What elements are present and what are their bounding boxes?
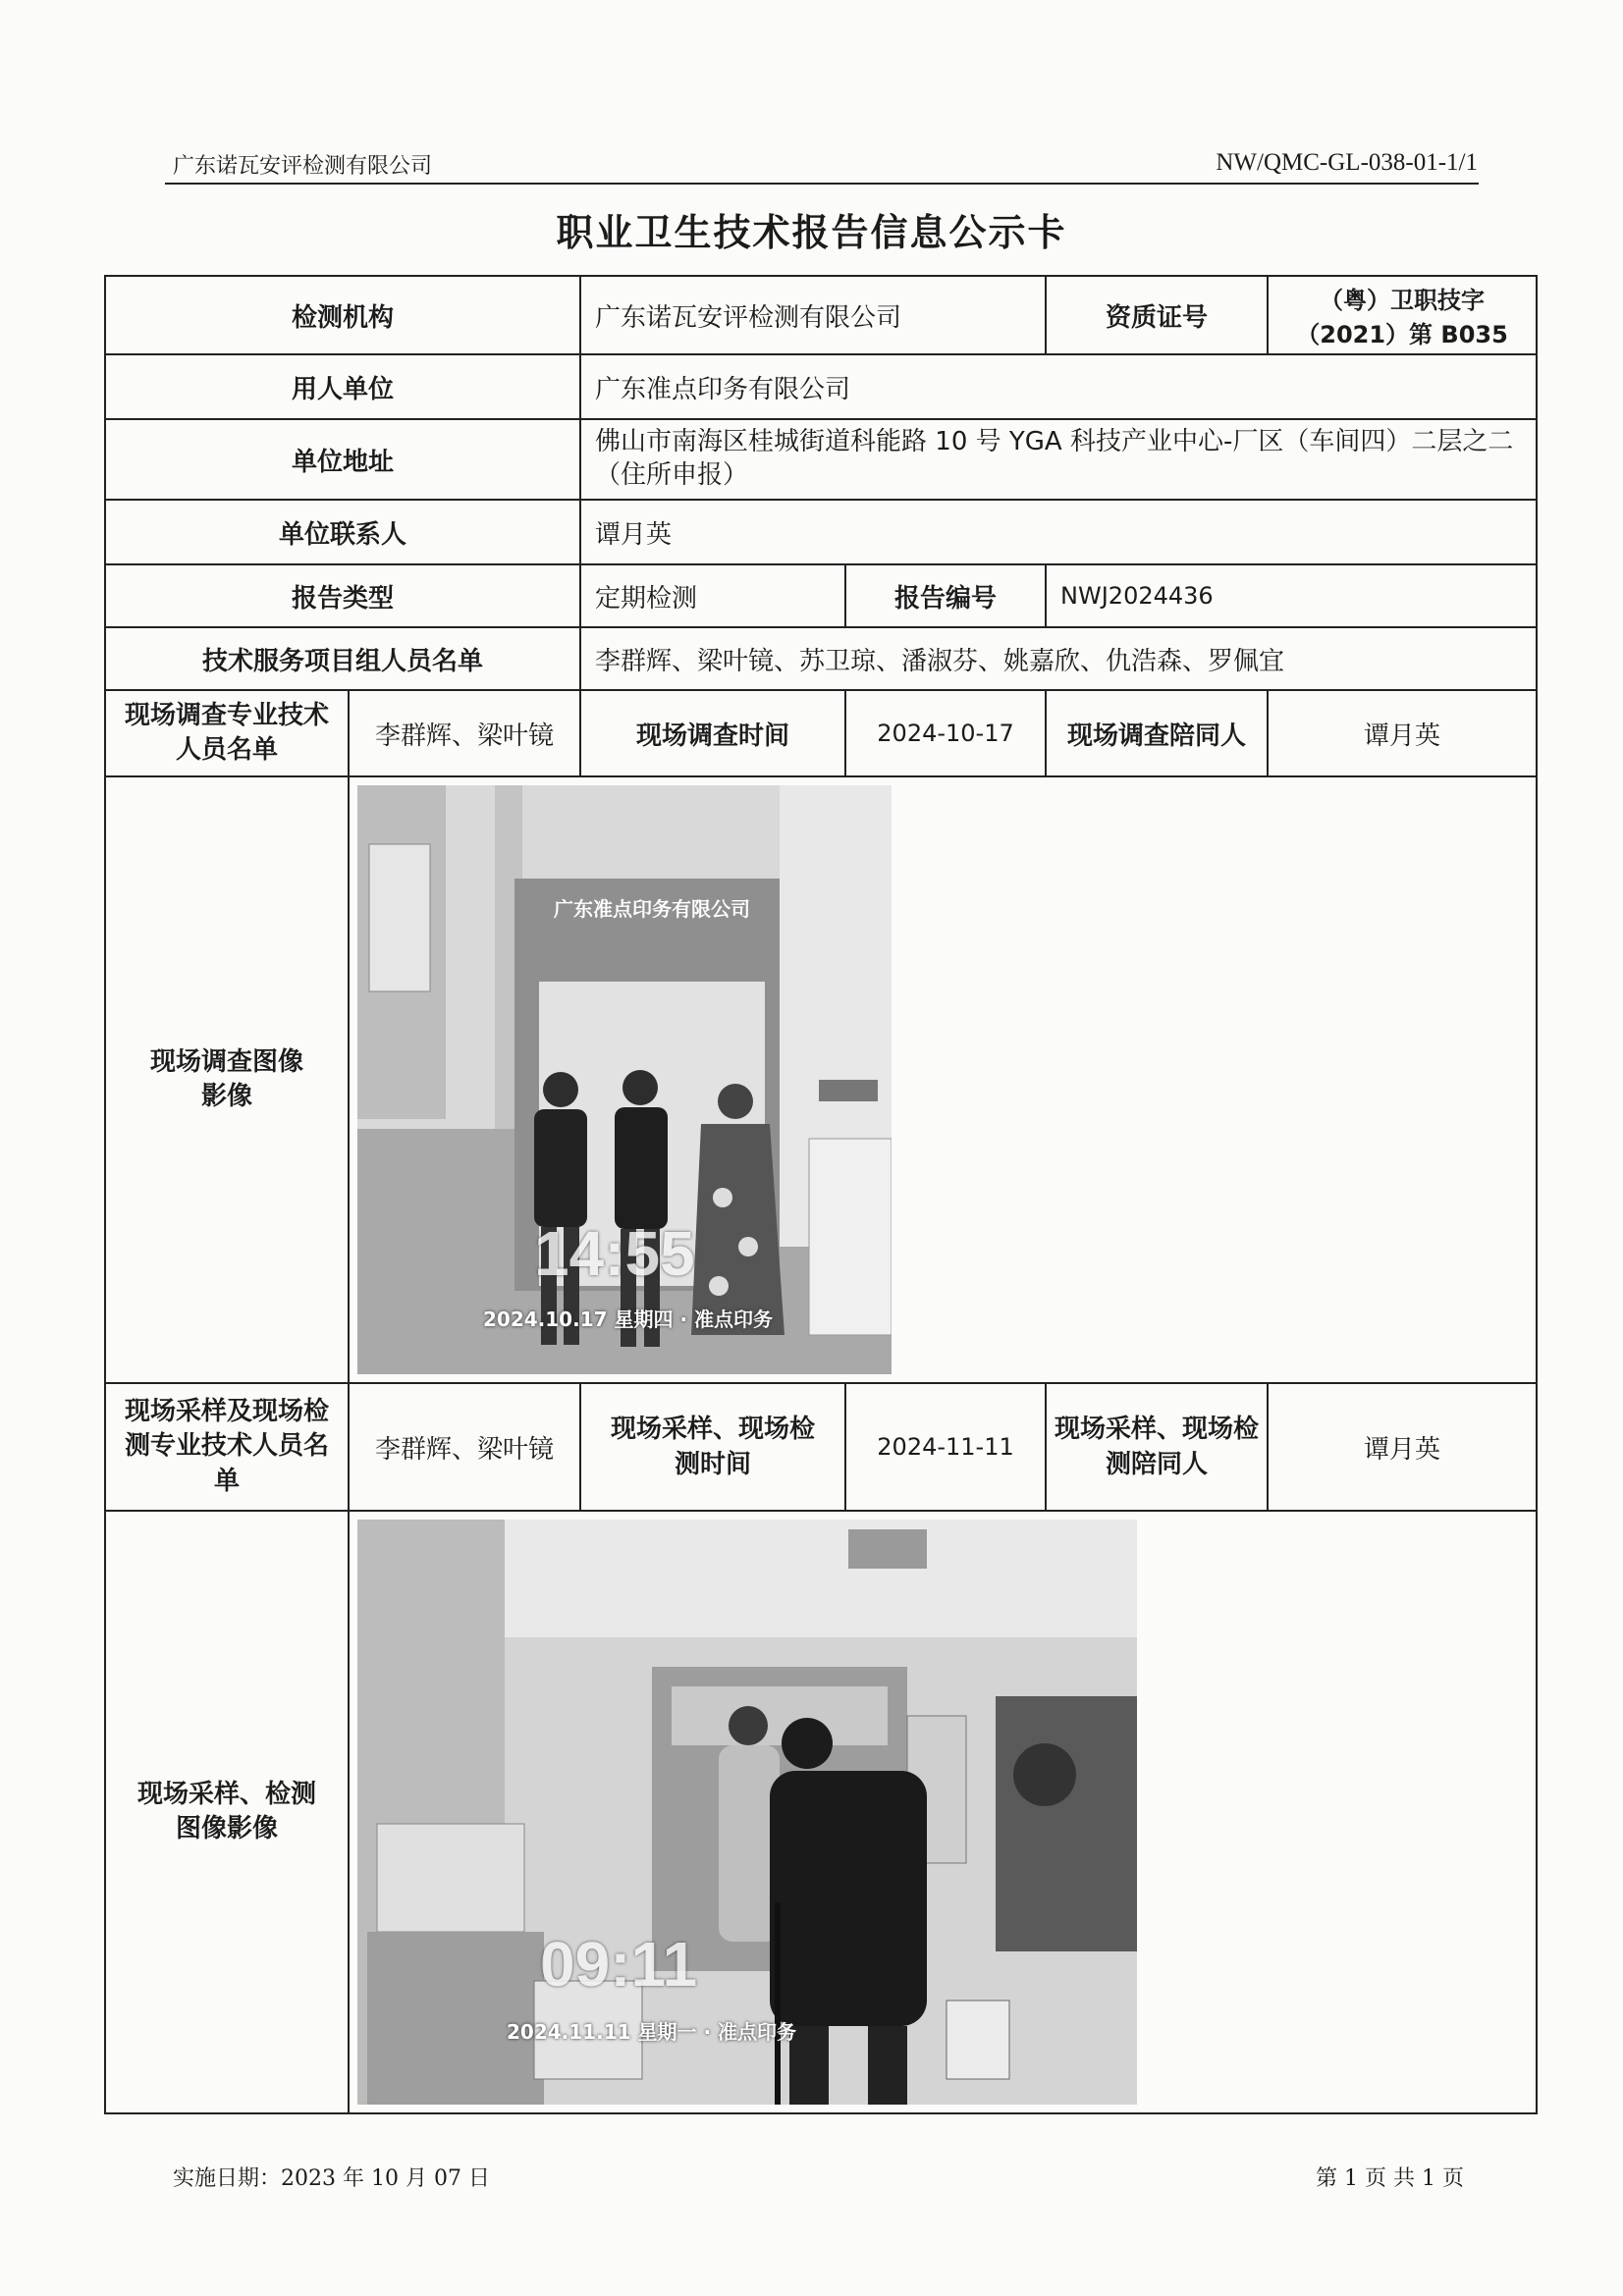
team-label: 技术服务项目组人员名单 (105, 627, 580, 690)
page-title: 职业卫生技术报告信息公示卡 (556, 211, 1067, 254)
report-no-value: NWJ2024436 (1046, 564, 1537, 627)
address-value: 佛山市南海区桂城街道科能路 10 号 YGA 科技产业中心-厂区（车间四）二层之二（住所申报） (580, 419, 1537, 500)
sampling-photo-cell (349, 1511, 1537, 2113)
header-company: 广东诺瓦安评检测有限公司 (173, 154, 433, 179)
survey-escort-value: 谭月英 (1268, 690, 1537, 776)
row-contact (105, 500, 1537, 564)
survey-escort-label: 现场调查陪同人 (1046, 690, 1268, 776)
photo1-sign: 广东准点印务有限公司 (554, 897, 750, 921)
footer-effective-date: 实施日期：2023 年 10 月 07 日 (173, 2166, 490, 2191)
row-employer (105, 354, 1537, 419)
survey-time-label: 现场调查时间 (580, 690, 845, 776)
info-card-table (104, 275, 1538, 2114)
photo1-meta-overlay: 2024.10.17 星期四 · 准点印务 (483, 1308, 774, 1331)
photo2-meta-overlay: 2024.11.11 星期一 · 准点印务 (507, 2020, 797, 2044)
footer-page-info: 第 1 页 共 1 页 (1316, 2166, 1464, 2191)
photo1-time-overlay: 14:55 (534, 1218, 695, 1289)
team-value: 李群辉、梁叶镜、苏卫琼、潘淑芬、姚嘉欣、仇浩森、罗佩宜 (580, 627, 1537, 690)
report-type-label: 报告类型 (105, 564, 580, 627)
survey-staff-label: 现场调查专业技术人员名单 (105, 690, 349, 776)
survey-time-value: 2024-10-17 (845, 690, 1046, 776)
contact-value: 谭月英 (580, 500, 1537, 564)
sampling-photo-label: 现场采样、检测图像影像 (105, 1511, 349, 2113)
row-survey-photo (105, 776, 1537, 1383)
survey-photo-label: 现场调查图像影像 (105, 776, 349, 1383)
sampling-staff-label: 现场采样及现场检测专业技术人员名单 (105, 1383, 349, 1511)
survey-photo-cell (349, 776, 1537, 1383)
row-org (105, 276, 1537, 354)
employer-value: 广东准点印务有限公司 (580, 354, 1537, 419)
employer-label: 用人单位 (105, 354, 580, 419)
sampling-time-label: 现场采样、现场检测时间 (580, 1383, 845, 1511)
row-report (105, 564, 1537, 627)
sampling-photo (357, 1520, 1137, 2105)
sampling-time-value: 2024-11-11 (845, 1383, 1046, 1511)
survey-photo (357, 785, 892, 1374)
sampling-escort-label: 现场采样、现场检测陪同人 (1046, 1383, 1268, 1511)
row-team (105, 627, 1537, 690)
sampling-staff-value: 李群辉、梁叶镜 (349, 1383, 580, 1511)
row-sampling (105, 1383, 1537, 1511)
contact-label: 单位联系人 (105, 500, 580, 564)
sampling-escort-value: 谭月英 (1268, 1383, 1537, 1511)
header-doc-code: NW/QMC-GL-038-01-1/1 (1216, 149, 1478, 176)
header-rule (165, 183, 1479, 185)
survey-staff-value: 李群辉、梁叶镜 (349, 690, 580, 776)
photo2-time-overlay: 09:11 (540, 1929, 698, 2000)
row-survey (105, 690, 1537, 776)
row-address (105, 419, 1537, 500)
org-value: 广东诺瓦安评检测有限公司 (580, 276, 1046, 354)
address-label: 单位地址 (105, 419, 580, 500)
cert-value: （粤）卫职技字（2021）第 B035 (1268, 276, 1537, 354)
cert-label: 资质证号 (1046, 276, 1268, 354)
row-sampling-photo (105, 1511, 1537, 2113)
report-no-label: 报告编号 (845, 564, 1046, 627)
report-type-value: 定期检测 (580, 564, 845, 627)
org-label: 检测机构 (105, 276, 580, 354)
